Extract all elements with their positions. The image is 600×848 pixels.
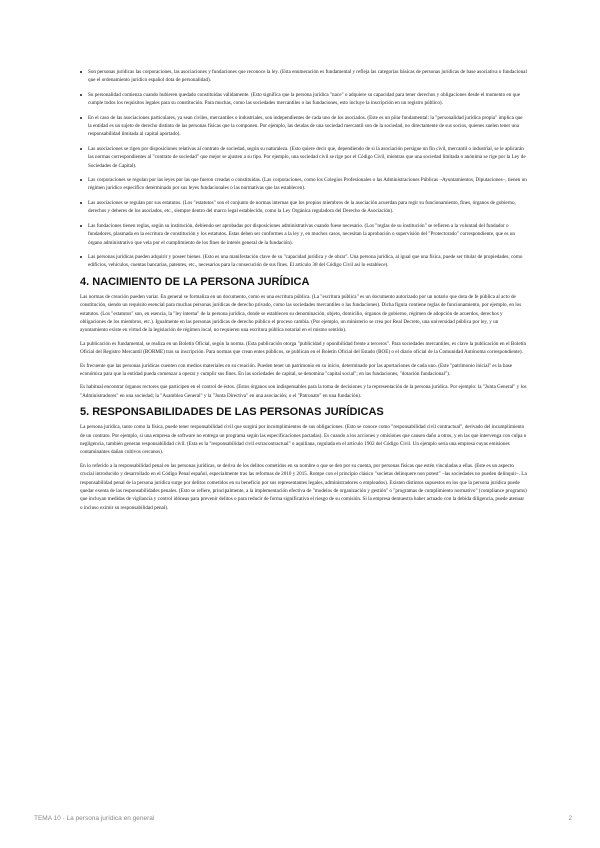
list-item: Las personas jurídicas pueden adquirir y poseer bienes. (Esto es una manifestación clave de su "capacidad jurídica y de obrar". Una persona jurídica, al igual que una física, puede ser titular de propiedades, como edificios, vehículos, cuentas bancarias, patentes, etc., necesarios para la consecución de sus fines. El artículo 38 del Código Civil así lo establece). xyxy=(80,253,527,270)
section-5-heading: 5. RESPONSABILIDADES DE LAS PERSONAS JURÍDICAS xyxy=(80,406,384,419)
list-item: Las asociaciones se rigen por disposiciones relativas al contrato de sociedad, según su naturaleza. (Esto quiere decir que, dependiendo de si la asociación persigue un fin civil, mercantil o industrial, se le aplicarán las normas correspondientes al "contrato de sociedad" que mejor se ajusten a su tipo. Por ejemplo, una sociedad civil se rige por el Código Civil, mientras que una sociedad limitada o anónima se rige por la Ley de Sociedades de Capital). xyxy=(80,145,527,170)
paragraph: La persona jurídica, tanto como la física, puede tener responsabilidad civil que surgirá por incumplimientos de sus obligaciones. (Esto se conoce como "responsabilidad civil contractual", derivado del incumplimiento de un contrato. Por ejemplo, si una empresa de software no entrega un programa según las especificaciones pactadas). Es cuando a los acciones y omisiones que causen daño a otros, y en las que intervenga con culpa o negligencia, también generan responsabilidad civil. (Esta es la "responsabilidad civil extracontractual" o aquiliana, regulada en el artículo 1902 del Código Civil. Un ejemplo sería una empresa cuyas emisiones contaminantes dañan cultivos cercanos). xyxy=(80,424,527,456)
list-item: Su personalidad comienza cuando hubieren quedado constituidas válidamente. (Esto significa que la persona jurídica "nace" o adquiere su capacidad para tener derechos y obligaciones desde el momento en que cumple todos los requisitos legales para su constitución. Para muchas, como las sociedades mercantiles o las fundaciones, esto incluye la inscripción en un registro público). xyxy=(80,91,527,108)
paragraph: Es frecuente que las personas jurídicas cuenten con medios materiales en su creación. Pueden tener un patrimonio en su inicio, determinado por las aportaciones de cada uno. (Este "patrimonio inicial" es la base económica para que la entidad pueda comenzar a operar y cumplir sus fines. En las sociedades de capital, se denomina "capital social"; en las fundaciones, "dotación fundacional"). xyxy=(80,362,513,377)
page-number: 2 xyxy=(568,815,572,822)
document-body xyxy=(80,68,527,517)
section-4-heading: 4. NACIMIENTO DE LA PERSONA JURÍDICA xyxy=(80,275,310,288)
paragraph: En lo referido a la responsabilidad penal en las personas jurídicas, se deriva de los delitos cometidos en su nombre o que se den por su cuenta, por personas físicas que estén vinculadas a ellas. (Este es un aspecto crucial introducido y desarrollado en el Código Penal español, especialmente tras las reformas de 2010 y 2015. Rompe con el principio clásico "societas delinquere non potest" –las sociedades no pueden delinquir–. La responsabilidad penal de la persona jurídica surge por delitos cometidos en su beneficio por sus representantes legales, administradores o empleados). Existen distintos supuestos en los que la persona jurídica puede quedar exenta de las responsabilidades penales. (Esto se refiere, principalmente, a la implementación efectiva de "modelos de organización y gestión" o "programas de cumplimiento normativo" (compliance programs) que incluyan medidas de vigilancia y control idóneas para prevenir delitos o para reducir de forma significativa el riesgo de su comisión. Si la empresa demuestra haber actuado con la debida diligencia, puede atenuar o incluso eximir su responsabilidad penal). xyxy=(80,462,527,511)
paragraph: La publicación es fundamental, se realiza en un Boletín Oficial, según la norma. (Esta publicación otorga "publicidad y oponibilidad frente a terceros". Para sociedades mercantiles, es clave la publicación en el Boletín Oficial del Registro Mercantil (BORME) tras su inscripción. Para normas que crean entes públicos, se publican en el Boletín Oficial del Estado (BOE) o el diario oficial de la Comunidad Autónoma correspondiente). xyxy=(80,340,527,356)
paragraph: Es habitual encontrar órganos rectores que participen en el control de éstos. (Estos órganos son indispensables para la toma de decisiones y la representación de la persona jurídica. Por ejemplo: la "Junta General" y los "Administradores" en una sociedad; la "Asamblea General" y la "Junta Directiva" en una asociación; o el "Patronato" en una fundación). xyxy=(80,384,527,399)
list-item: Las fundaciones tienen reglas, según su institución, debiendo ser aprobadas por disposiciones administrativas cuando fuese necesario. (Los "reglas de su institución" se refieren a la voluntad del fundador o fundadores, plasmada en la escritura de constitución y los estatutos. Estas deben ser conformes a la ley y, en muchos casos, necesitan la aprobación o supervisión del "Protectorado" correspondiente, que es un órgano administrativo que vela por el cumplimiento de los fines de interés general de la fundación). xyxy=(80,222,527,247)
list-item: Las asociaciones se regulan por sus estatutos. (Los "estatutos" son el conjunto de normas internas que los propios miembros de la asociación acuerdan para regir su funcionamiento, fines, órganos de gobierno, derechos y deberes de los asociados, etc., siempre dentro del marco legal establecido, como la Ley Orgánica reguladora del Derecho de Asociación). xyxy=(80,199,527,216)
footer-title: TEMA 10 · La persona jurídica en general xyxy=(34,815,155,822)
paragraph: Las normas de creación pueden variar. En general se formaliza en un documento, como es una escritura pública. (La "escritura pública" es un documento autorizado por un notario que dota de fe pública al acto de constitución, siendo un requisito esencial para muchas personas jurídicas de derecho privado, como las sociedades mercantiles o las fundaciones). Dicha figura contiene reglas de funcionamiento, por ejemplo, en los estatutos. (Los "estatutos" son, en esencia, la "ley interna" de la persona jurídica, donde se establecen su denominación, objeto, domicilio, órganos de gobierno, régimen de adopción de acuerdos, derechos y obligaciones de los miembros, etc.). Igualmente en las personas jurídicas de derecho público el proceso cambia. (Por ejemplo, un ministerio se crea por Real Decreto, una universidad pública por ley, y un ayuntamiento existe en virtud de la legislación de régimen local, no requieren una escritura pública notarial en el mismo sentido). xyxy=(80,293,522,334)
list-item: Son personas jurídicas las corporaciones, las asociaciones y fundaciones que reconoce la ley. (Esta enumeración es fundamental y refleja las categorías básicas de personas jurídicas de base asociativa o fundacional que el ordenamiento jurídico español dota de personalidad). xyxy=(80,68,527,85)
list-item: Las corporaciones se regulan por las leyes por las que fueron creadas o constituidas. (Las corporaciones, como los Colegios Profesionales o las Administraciones Públicas –Ayuntamientos, Diputaciones–, tienen un régimen jurídico específico determinado por sus leyes fundacionales o las normativas que las establecen). xyxy=(80,176,527,193)
list-item: En el caso de las asociaciones particulares, ya sean civiles, mercantiles o industriales, son independientes de cada uno de los asociados. (Este es un pilar fundamental: la "personalidad jurídica propia" implica que la entidad es un sujeto de derecho distinto de las personas físicas que la componen. Por ejemplo, las deudas de una sociedad mercantil son de la sociedad, no directamente de sus socios, quienes suelen tener una responsabilidad limitada al capital aportado). xyxy=(80,114,527,139)
bullet-list xyxy=(80,68,527,270)
